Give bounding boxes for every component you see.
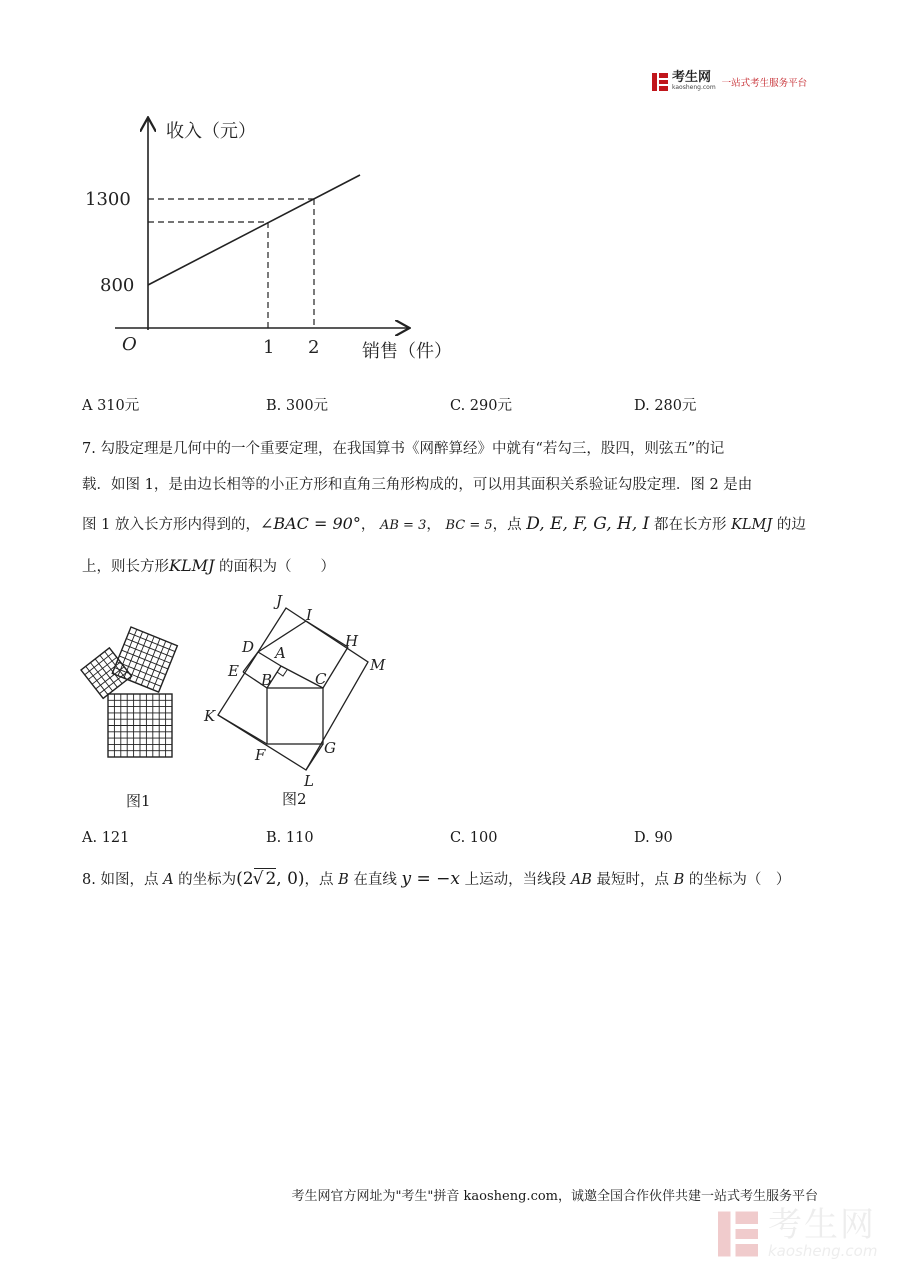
q7-line-3-end: 的边 bbox=[776, 517, 806, 533]
income-sales-graph bbox=[70, 105, 490, 385]
fig2-line-ih bbox=[306, 621, 348, 647]
watermark-text: 考生网 bbox=[768, 1205, 876, 1245]
q7-option-b: B. 110 bbox=[266, 830, 314, 846]
q7-option-c: C. 100 bbox=[450, 830, 498, 846]
fig1-medium-square bbox=[112, 627, 177, 692]
q7-figure-2 bbox=[198, 590, 398, 790]
q6-option-c: C. 290元 bbox=[450, 398, 512, 414]
q7-line-4-end: 的面积为（ ） bbox=[218, 559, 335, 575]
sqrt-sign-icon: √ bbox=[252, 869, 264, 889]
q7-line-1: 7. 勾股定理是几何中的一个重要定理，在我国算书《网醉算经》中就有“若勾三，股四，则弦五”的记 bbox=[82, 441, 725, 457]
q7-rect-intro: 都在长方形 bbox=[653, 517, 727, 533]
logo-name: 考生网 bbox=[672, 70, 712, 85]
q8-part-c: ，点 bbox=[304, 872, 334, 888]
fig2-label-a: A bbox=[275, 644, 286, 662]
q8-segment: AB bbox=[570, 872, 592, 888]
fig2-label-k: K bbox=[204, 707, 216, 725]
q8-sqrt-arg: 2 bbox=[265, 869, 277, 889]
q8-sqrt bbox=[254, 868, 277, 889]
y-tick-800: 800 bbox=[100, 275, 135, 296]
fig2-line-hc bbox=[323, 647, 348, 688]
q8-coord-close: , 0) bbox=[276, 869, 305, 889]
q7-rect-name-1: KLMJ bbox=[731, 517, 773, 533]
y-tick-1300: 1300 bbox=[85, 189, 131, 210]
fig2-label-d: D bbox=[242, 638, 255, 656]
q8-part-f: 最短时，点 bbox=[596, 872, 669, 888]
watermark-text-group bbox=[768, 1205, 878, 1260]
fig1-small-square bbox=[81, 648, 132, 699]
fig2-label-e: E bbox=[228, 662, 239, 680]
header-logo bbox=[652, 72, 807, 91]
fig2-label-b: B bbox=[261, 671, 273, 689]
q6-option-a: A 310元 bbox=[82, 398, 140, 414]
q8-part-a: 8. 如图，点 bbox=[82, 872, 159, 888]
income-line bbox=[148, 175, 360, 285]
logo-domain: kaosheng.com bbox=[672, 84, 716, 91]
q7-line-2: 载．如图 1，是由边长相等的小正方形和直角三角形构成的，可以用其面积关系验证勾股定理．图 2 是由 bbox=[82, 477, 753, 493]
q6-option-d: D. 280元 bbox=[634, 398, 697, 414]
fig2-label-c: C bbox=[315, 670, 327, 688]
watermark bbox=[718, 1205, 878, 1260]
q8-text bbox=[82, 868, 790, 891]
q7-figure-1 bbox=[78, 622, 183, 762]
q8-coord-open: (2 bbox=[236, 869, 254, 889]
y-axis-label: 收入（元） bbox=[166, 121, 256, 142]
q7-option-a: A. 121 bbox=[82, 830, 130, 846]
watermark-logo-icon bbox=[718, 1211, 758, 1257]
fig2-label-h: H bbox=[345, 632, 359, 650]
q7-line-3 bbox=[82, 513, 806, 537]
q7-figure-1-caption: 图1 bbox=[126, 792, 151, 810]
q7-option-d: D. 90 bbox=[634, 830, 673, 846]
watermark-domain: kaosheng.com bbox=[768, 1242, 878, 1260]
fig2-label-j: J bbox=[276, 592, 283, 610]
q7-line-4 bbox=[82, 555, 335, 578]
fig2-line-fk bbox=[218, 715, 267, 744]
q8-line-equation: y = −x bbox=[401, 869, 461, 889]
q7-rect-name-2: KLMJ bbox=[169, 556, 215, 575]
kaosheng-logo-icon bbox=[652, 73, 668, 91]
q7-sep-2: ， bbox=[426, 517, 441, 533]
fig2-square-bcgf bbox=[267, 688, 323, 744]
x-axis-label: 销售（件） bbox=[362, 341, 452, 362]
q6-option-b: B. 300元 bbox=[266, 398, 329, 414]
q8-point-b: B bbox=[338, 872, 349, 888]
q7-line-4-start: 上，则长方形 bbox=[82, 559, 169, 575]
x-tick-1: 1 bbox=[263, 337, 275, 358]
logo-text bbox=[672, 72, 716, 91]
q7-bc: BC = 5 bbox=[445, 518, 493, 533]
fig2-label-f: F bbox=[255, 746, 266, 764]
x-tick-2: 2 bbox=[308, 337, 320, 358]
q8-point-b-2: B bbox=[673, 872, 685, 888]
fig2-line-gl bbox=[306, 744, 323, 770]
origin-label: O bbox=[122, 334, 137, 355]
q7-figure-2-caption: 图2 bbox=[282, 790, 307, 808]
q7-points: D, E, F, G, H, I bbox=[526, 514, 650, 534]
footer-text: 考生网官方网址为"考生"拼音 kaosheng.com，诚邀全国合作伙伴共建一站式考生服务平台 bbox=[291, 1189, 818, 1204]
logo-slogan: 一站式考生服务平台 bbox=[721, 77, 808, 89]
q7-ab: AB = 3 bbox=[379, 518, 427, 533]
q8-point-a: A bbox=[163, 872, 174, 888]
q8-part-e: 上运动，当线段 bbox=[464, 872, 567, 888]
q8-part-g: 的坐标为（ ） bbox=[688, 872, 791, 888]
q7-angle: ∠BAC = 90° bbox=[259, 514, 361, 533]
q8-part-b: 的坐标为 bbox=[178, 872, 237, 888]
fig2-label-g: G bbox=[324, 739, 336, 757]
q7-line-3-start: 图 1 放入长方形内得到的， bbox=[82, 517, 260, 533]
q7-points-intro: ，点 bbox=[492, 517, 522, 533]
fig2-label-m: M bbox=[370, 656, 386, 674]
q7-sep-1: ， bbox=[360, 517, 376, 533]
fig2-label-i: I bbox=[306, 606, 312, 624]
q8-part-d: 在直线 bbox=[353, 872, 397, 888]
fig1-large-square bbox=[108, 694, 172, 757]
fig2-label-l: L bbox=[304, 772, 314, 790]
